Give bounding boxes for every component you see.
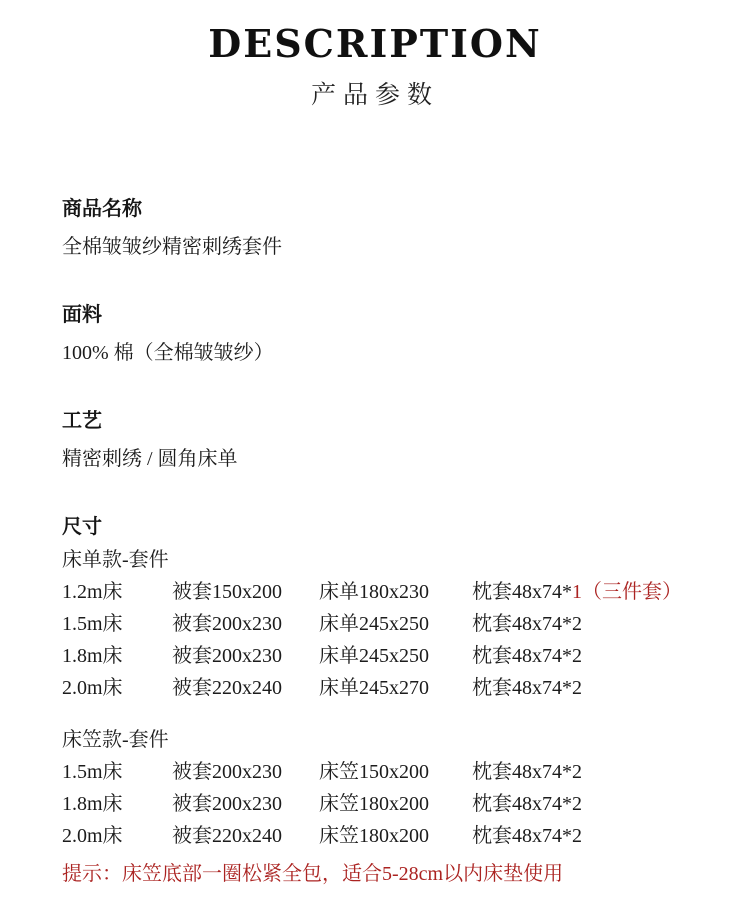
bed-size-cell: 1.5m床 [62, 761, 123, 783]
pillowcase-size: 枕套48x74*2 [472, 645, 582, 667]
pillowcase-size: 枕套48x74* [472, 581, 572, 603]
pillowcase-size: 枕套48x74*2 [472, 677, 582, 699]
pillowcase-size: 枕套48x74*2 [472, 613, 582, 635]
flat-sheet-cell: 床单245x250 [319, 613, 429, 635]
size-group-sheet-set [62, 544, 690, 704]
pillowcase-cell [472, 788, 690, 820]
product-name-heading: 商品名称 [62, 198, 142, 220]
duvet-cover-cell: 被套200x230 [172, 761, 282, 783]
table-row [62, 788, 690, 820]
pillowcase-cell [472, 608, 690, 640]
section-product-name [62, 194, 690, 262]
bed-size-cell: 2.0m床 [62, 677, 123, 699]
product-name-value: 全棉皱皱纱精密刺绣套件 [62, 236, 282, 258]
duvet-cover-cell: 被套200x230 [172, 613, 282, 635]
duvet-cover-cell: 被套150x200 [172, 581, 282, 603]
pillowcase-size: 枕套48x74*2 [472, 761, 582, 783]
size-group-label: 床单款-套件 [62, 549, 169, 571]
bed-size-cell: 1.8m床 [62, 645, 123, 667]
pillowcase-size: 枕套48x74*2 [472, 793, 582, 815]
table-row [62, 756, 690, 788]
page-subtitle: 产品参数 [310, 81, 439, 109]
fitted-sheet-cell: 床笠180x200 [319, 793, 429, 815]
bed-size-cell: 1.5m床 [62, 613, 123, 635]
table-row [62, 640, 690, 672]
pillowcase-cell [472, 576, 690, 608]
section-fabric [62, 300, 690, 368]
page-title: DESCRIPTION [208, 21, 542, 66]
size-group-label: 床笠款-套件 [62, 729, 169, 751]
page-header [0, 0, 750, 110]
duvet-cover-cell: 被套200x230 [172, 645, 282, 667]
craft-value: 精密刺绣 / 圆角床单 [62, 448, 238, 470]
table-row [62, 576, 690, 608]
duvet-cover-cell: 被套220x240 [172, 677, 282, 699]
fitted-sheet-cell: 床笠180x200 [319, 825, 429, 847]
pillowcase-size: 枕套48x74*2 [472, 825, 582, 847]
pillowcase-cell [472, 672, 690, 704]
parameters-content [0, 110, 750, 890]
flat-sheet-cell: 床单245x270 [319, 677, 429, 699]
fabric-value: 100% 棉（全棉皱皱纱） [62, 342, 274, 364]
fitted-sheet-note: 提示：床笠底部一圈松紧全包，适合5-28cm以内床垫使用 [62, 863, 564, 885]
flat-sheet-cell: 床单245x250 [319, 645, 429, 667]
duvet-cover-cell: 被套200x230 [172, 793, 282, 815]
fabric-heading: 面料 [62, 304, 102, 326]
craft-heading: 工艺 [62, 410, 102, 432]
duvet-cover-cell: 被套220x240 [172, 825, 282, 847]
size-group-fitted-set [62, 724, 690, 852]
pillowcase-cell [472, 820, 690, 852]
section-size [62, 512, 690, 890]
section-craft [62, 406, 690, 474]
flat-sheet-cell: 床单180x230 [319, 581, 429, 603]
table-row [62, 672, 690, 704]
fitted-sheet-cell: 床笠150x200 [319, 761, 429, 783]
pillowcase-cell [472, 756, 690, 788]
bed-size-cell: 2.0m床 [62, 825, 123, 847]
bed-size-cell: 1.8m床 [62, 793, 123, 815]
bed-size-cell: 1.2m床 [62, 581, 123, 603]
size-heading: 尺寸 [62, 516, 102, 538]
table-row [62, 608, 690, 640]
pillowcase-highlight: 1（三件套） [572, 581, 682, 603]
pillowcase-cell [472, 640, 690, 672]
table-row [62, 820, 690, 852]
